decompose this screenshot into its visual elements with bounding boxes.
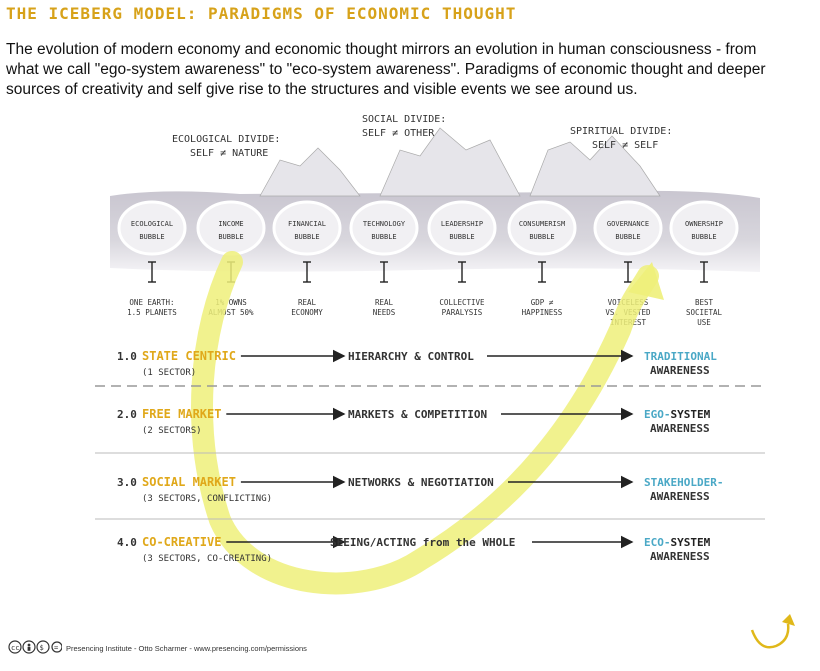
- bubble-name: INCOME: [218, 220, 244, 228]
- bubble-name: TECHNOLOGY: [362, 220, 406, 228]
- stage-mechanism: SEEING/ACTING from the WHOLE: [330, 536, 516, 549]
- bubble-caption: SOCIETAL: [685, 308, 723, 317]
- bubble-caption: ONE EARTH:: [129, 298, 175, 307]
- stage-sectors: (1 SECTOR): [142, 368, 197, 378]
- stage-number: 3.0: [117, 476, 137, 489]
- stage-sectors: (3 SECTORS, CONFLICTING): [142, 494, 273, 504]
- bubble-caption: COLLECTIVE: [439, 298, 485, 307]
- page-title: THE ICEBERG MODEL: PARADIGMS OF ECONOMIC THOUGHT: [6, 4, 517, 23]
- bubble-name: CONSUMERISM: [518, 220, 566, 228]
- bubble-word: BUBBLE: [139, 233, 165, 241]
- bubble-name: OWNERSHIP: [685, 220, 723, 228]
- stage-number: 1.0: [117, 350, 137, 363]
- bubble-word: BUBBLE: [529, 233, 555, 241]
- awareness-label: [644, 408, 711, 421]
- svg-text:$: $: [39, 644, 44, 652]
- awareness-label: [644, 350, 717, 363]
- bubble-circle: [429, 202, 495, 254]
- bubble-word: BUBBLE: [691, 233, 717, 241]
- bubble-word: BUBBLE: [294, 233, 320, 241]
- bubble-circle: [351, 202, 417, 254]
- divide-ecological-title: ECOLOGICAL DIVIDE:: [172, 134, 281, 145]
- bubble-circle: [119, 202, 185, 254]
- divide-social-title: SOCIAL DIVIDE:: [362, 114, 447, 125]
- stage-name: STATE CENTRIC: [142, 349, 236, 363]
- bubble-word: BUBBLE: [371, 233, 397, 241]
- divide-social-detail: SELF ≠ OTHER: [362, 128, 435, 139]
- svg-text:cc: cc: [11, 644, 20, 652]
- awareness-type: EGO-: [644, 408, 671, 421]
- stage-sectors: (2 SECTORS): [142, 426, 202, 436]
- bubble-caption: INTEREST: [609, 318, 647, 327]
- intro-line-1: The evolution of modern economy and economic thought mirrors an evolution in human consciousness - from: [6, 41, 757, 58]
- divide-spiritual-title: SPIRITUAL DIVIDE:: [570, 126, 673, 137]
- stage-mechanism: NETWORKS & NEGOTIATION: [348, 476, 494, 489]
- footer-credit: Presencing Institute - Otto Scharmer - www.presencing.com/permissions: [66, 644, 307, 653]
- bubble-caption: ALMOST 50%: [208, 308, 254, 317]
- creative-commons-icon: [8, 640, 62, 654]
- stage-name: SOCIAL MARKET: [142, 475, 236, 489]
- bubble-word: BUBBLE: [218, 233, 244, 241]
- awareness-type: STAKEHOLDER-: [644, 476, 724, 489]
- bubble-name: FINANCIAL: [288, 220, 326, 228]
- stage-number: 4.0: [117, 536, 137, 549]
- bubble-word: BUBBLE: [449, 233, 475, 241]
- bubble-caption: BEST: [694, 298, 714, 307]
- stage-name: CO-CREATIVE: [142, 535, 222, 549]
- awareness-word: AWARENESS: [650, 490, 710, 503]
- loop-back-icon: [752, 624, 788, 647]
- iceberg-left: [260, 148, 360, 196]
- divide-social: [362, 114, 446, 139]
- bubble-caption: USE: [697, 318, 711, 327]
- bubble-caption: VOICELESS: [607, 298, 649, 307]
- awareness-word: AWARENESS: [650, 550, 710, 563]
- divide-ecological-detail: SELF ≠ NATURE: [190, 148, 269, 159]
- stage-name: FREE MARKET: [142, 407, 222, 421]
- bubble-caption: REAL: [297, 298, 317, 307]
- bubble-caption: 1% OWNS: [215, 298, 247, 307]
- bubble-circle: [595, 202, 661, 254]
- stage-mechanism: HIERARCHY & CONTROL: [348, 350, 474, 363]
- divide-ecological: [172, 134, 280, 159]
- bubble-circle: [671, 202, 737, 254]
- bubble-caption: REAL: [374, 298, 394, 307]
- bubble-caption: VS. VESTED: [605, 308, 651, 317]
- intro-line-2: what we call "ego-system awareness" to "eco-system awareness". Paradigms of economic thought and deeper: [6, 61, 766, 78]
- bubble-caption: 1.5 PLANETS: [127, 308, 177, 317]
- awareness-type: TRADITIONAL: [644, 350, 717, 363]
- bubble-circle: [198, 202, 264, 254]
- bubble-circle: [509, 202, 575, 254]
- bubble-name: LEADERSHIP: [440, 220, 484, 228]
- bubble-caption: GDP ≠: [530, 298, 554, 307]
- bubble-word: BUBBLE: [615, 233, 641, 241]
- awareness-word: AWARENESS: [650, 364, 710, 377]
- divide-spiritual-detail: SELF ≠ SELF: [592, 140, 659, 151]
- bubble-circle: [274, 202, 340, 254]
- awareness-suffix: SYSTEM: [670, 536, 711, 549]
- svg-text:=: =: [54, 644, 59, 652]
- bubble-name: ECOLOGICAL: [130, 220, 174, 228]
- awareness-label: [644, 536, 711, 549]
- stage-number: 2.0: [117, 408, 137, 421]
- awareness-word: AWARENESS: [650, 422, 710, 435]
- stage-sectors: (3 SECTORS, CO-CREATING): [142, 554, 273, 564]
- divide-spiritual: [570, 126, 672, 151]
- bubble-caption: ECONOMY: [291, 308, 323, 317]
- awareness-type: ECO-: [644, 536, 671, 549]
- intro-line-3: sources of creativity and self give rise to the structures and visible events we see around us.: [6, 81, 638, 98]
- bubble-caption: HAPPINESS: [521, 308, 563, 317]
- bubble-caption: PARALYSIS: [441, 308, 483, 317]
- awareness-label: [644, 476, 723, 489]
- awareness-suffix: SYSTEM: [670, 408, 711, 421]
- bubble-name: GOVERNANCE: [606, 220, 650, 228]
- bubble-caption: NEEDS: [372, 308, 396, 317]
- stage-mechanism: MARKETS & COMPETITION: [348, 408, 488, 421]
